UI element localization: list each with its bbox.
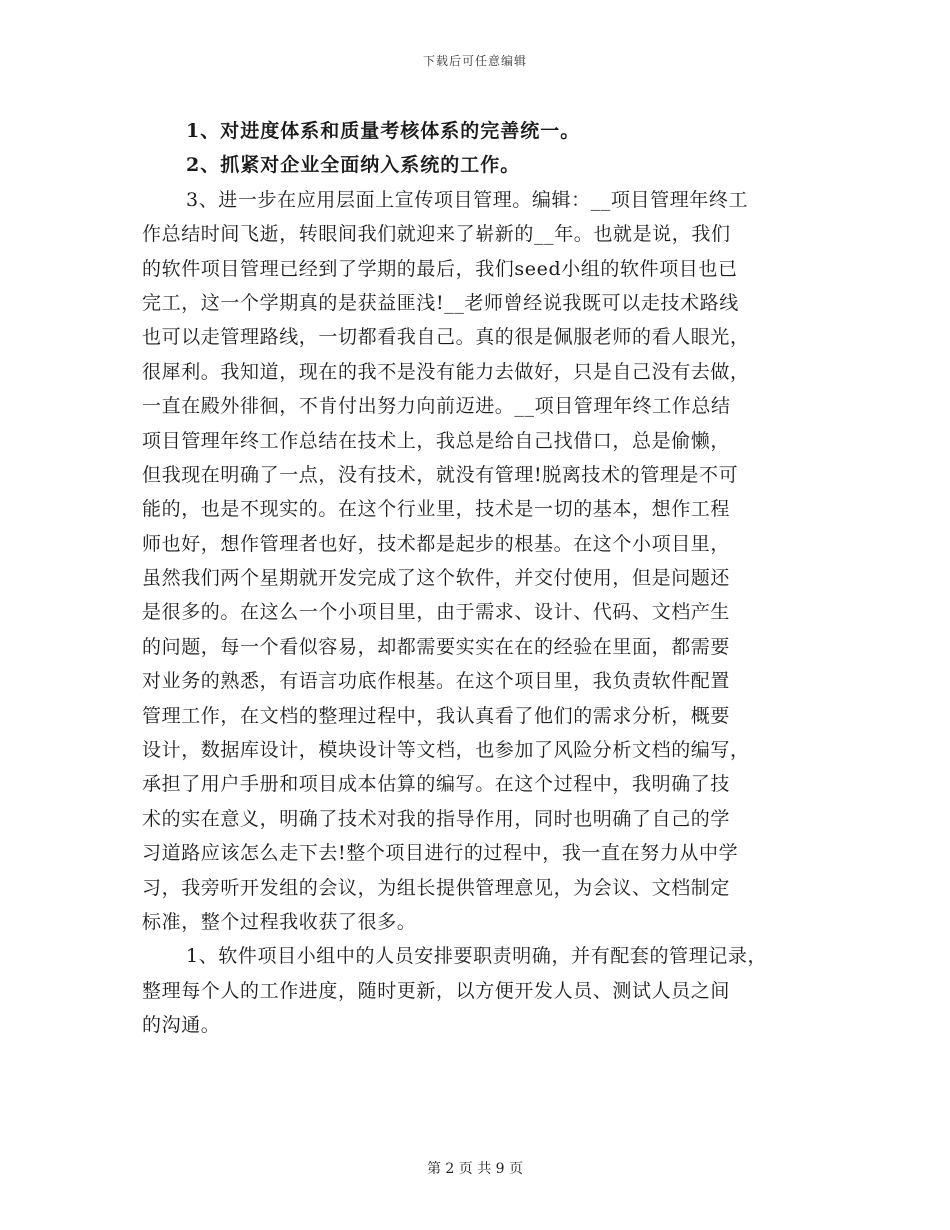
paragraph-line: 但我现在明确了一点，没有技术，就没有管理!脱离技术的管理是不可 [142,463,739,486]
paragraph-line: 的沟通。 [142,1014,221,1037]
page-number: 第 2 页 共 9 页 [426,1161,524,1177]
paragraph-line: 虽然我们两个星期就开发完成了这个软件，并交付使用，但是问题还 [142,567,731,590]
paragraph-line: 很犀利。我知道，现在的我不是没有能力去做好，只是自己没有去做， [142,360,750,383]
page-header: 下载后可任意编辑 [422,54,527,68]
paragraph-line: 对业务的熟悉，有语言功底作根基。在这个项目里，我负责软件配置 [142,670,731,693]
paragraph-line: 承担了用户手册和项目成本估算的编写。在这个过程中，我明确了技 [142,773,731,796]
paragraph-line: 师也好，想作管理者也好，技术都是起步的根基。在这个小项目里， [142,532,731,555]
paragraph-line: 的问题，每一个看似容易，却都需要实实在在的经验在里面，都需要 [142,635,731,658]
paragraph-line: 完工，这一个学期真的是获益匪浅!__老师曾经说我既可以走技术路线 [142,291,739,314]
paragraph-line: 设计，数据库设计，模块设计等文档，也参加了风险分析文档的编写， [142,739,750,762]
paragraph-line: 的软件项目管理已经到了学期的最后，我们seed小组的软件项目也已 [142,257,738,280]
paragraph-line: 习道路应该怎么走下去!整个项目进行的过程中，我一直在努力从中学 [142,842,739,865]
paragraph-line: 管理工作，在文档的整理过程中，我认真看了他们的需求分析，概要 [142,704,731,727]
list-item-1: 1、软件项目小组中的人员安排要职责明确，并有配套的管理记录， [186,945,768,968]
paragraph-line: 能的，也是不现实的。在这个行业里，技术是一切的基本，想作工程 [142,498,731,521]
heading-item-2: 2、抓紧对企业全面纳入系统的工作。 [186,154,521,177]
paragraph-line: 是很多的。在这么一个小项目里，由于需求、设计、代码、文档产生 [142,601,731,624]
paragraph-line: 整理每个人的工作进度，随时更新，以方便开发人员、测试人员之间 [142,979,731,1002]
paragraph-line: 3、进一步在应用层面上宣传项目管理。编辑：__项目管理年终工 [186,188,749,211]
paragraph-line: 术的实在意义，明确了技术对我的指导作用，同时也明确了自己的学 [142,807,731,830]
paragraph-line: 一直在殿外徘徊，不肯付出努力向前迈进。__项目管理年终工作总结 [142,395,731,418]
paragraph-line: 也可以走管理路线，一切都看我自己。真的很是佩服老师的看人眼光， [142,326,750,349]
paragraph-line: 项目管理年终工作总结在技术上，我总是给自己找借口，总是偷懒， [142,429,731,452]
document-body [142,114,822,1043]
paragraph-line: 习，我旁听开发组的会议，为组长提供管理意见，为会议、文档制定 [142,876,731,899]
paragraph-line: 作总结时间飞逝，转眼间我们就迎来了崭新的__年。也就是说，我们 [142,223,731,246]
heading-item-1: 1、对进度体系和质量考核体系的完善统一。 [186,120,581,142]
paragraph-line: 标准，整个过程我收获了很多。 [142,910,417,933]
